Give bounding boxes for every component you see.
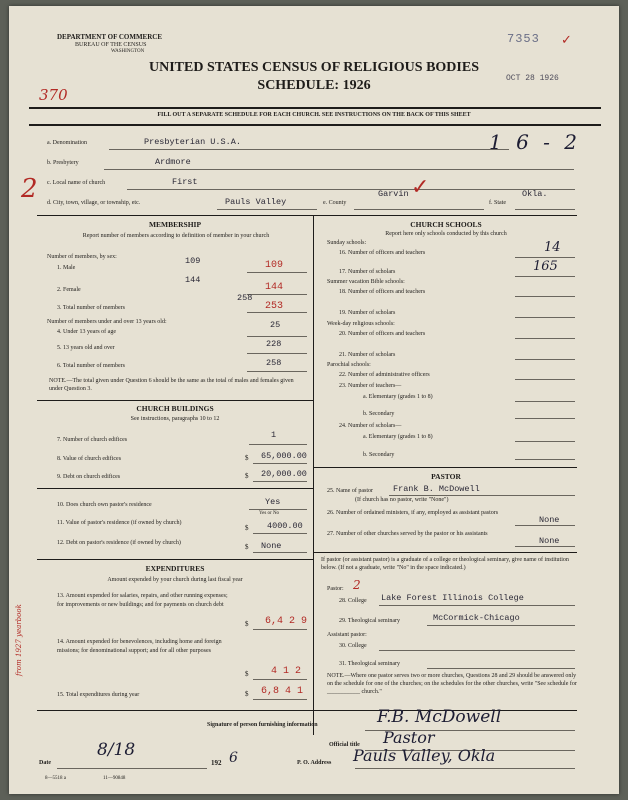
- q28-value: Lake Forest Illinois College: [381, 593, 524, 603]
- presbytery-label: b. Presbytery: [47, 160, 79, 166]
- total-6-label: 6. Total number of members: [57, 363, 125, 369]
- residence-debt-label: 12. Debt on pastor's residence (if owned by church): [57, 540, 181, 546]
- q23a-label: a. Elementary (grades 1 to 8): [363, 394, 433, 400]
- membership-intro: Report number of members according to definition of member in your church: [82, 233, 270, 239]
- pastor-title: PASTOR: [431, 472, 461, 481]
- form-title: UNITED STATES CENSUS OF RELIGIOUS BODIES: [148, 60, 479, 75]
- female-value: 144: [265, 282, 284, 293]
- dollar-sign: $: [245, 690, 249, 698]
- pastor-subheading: Pastor:: [327, 586, 344, 592]
- debt-edifices-value: 20,000.00: [261, 469, 307, 479]
- membership-title: MEMBERSHIP: [148, 220, 202, 229]
- members-by-sex-label: Number of members, by sex:: [47, 254, 117, 260]
- presbytery-value: Ardmore: [155, 157, 191, 167]
- check-mark-icon: ✓: [561, 32, 572, 47]
- q28-label: 28. College: [339, 598, 367, 604]
- q14-value: 4 1 2: [271, 666, 302, 677]
- pastor-note: NOTE.—Where one pastor serves two or more churches, Questions 28 and 29 should be answered only on the schedule for one of the churches; on the schedules for the other churches, write "See schedule for ___________ church.": [327, 673, 577, 695]
- q25-note: (If church has no pastor, write "None"): [355, 497, 449, 503]
- q30-label: 30. College: [339, 643, 367, 649]
- sunday-label: Sunday schools:: [327, 240, 367, 246]
- q26-label: 26. Number of ordained ministers, if any, employed as assistant pastors: [327, 510, 499, 516]
- stamp-number: 7353: [507, 32, 540, 46]
- denomination-code: 1 6 - 2: [489, 130, 582, 154]
- q24-label: 24. Number of scholars—: [339, 423, 402, 429]
- county-value: Garvin: [378, 189, 409, 199]
- signature-value: F.B. McDowell: [377, 707, 502, 727]
- residence-debt-value: None: [261, 541, 282, 551]
- over-13-value: 228: [266, 339, 282, 349]
- year-prefix: 192: [211, 759, 222, 767]
- q13-label: 13. Amount expended for salaries, repairs, and other running expenses; for improvements or new buildings; and for payments on church debt: [57, 593, 228, 608]
- q15-value: 6,8 4 1: [261, 686, 304, 697]
- parochial-label: Parochial schools:: [327, 362, 371, 368]
- q17-label: 17. Number of scholars: [339, 269, 396, 275]
- q24b-label: b. Secondary: [363, 452, 395, 458]
- over-13-label: 5. 13 years old and over: [57, 345, 115, 351]
- graduate-note: If pastor (or assistant pastor) is a graduate of a college or theological seminary, give name of institution below. (If not a graduate, write "No" in the space indicated.): [321, 557, 569, 571]
- dollar-sign: $: [245, 543, 249, 551]
- summer-label: Summer vacation Bible schools:: [327, 279, 405, 285]
- male-typed-value: 109: [185, 256, 201, 266]
- q22-label: 22. Number of administrative officers: [339, 372, 430, 378]
- city-field-label: d. City, town, village, or township, etc.: [47, 200, 141, 206]
- female-typed-value: 144: [185, 275, 201, 285]
- state-label: f. State: [489, 200, 506, 206]
- bureau-label: BUREAU OF THE CENSUS: [75, 42, 147, 48]
- residence-value-label: 11. Value of pastor's residence (if owned by church): [57, 520, 182, 526]
- local-name-value: First: [172, 177, 198, 187]
- official-title-label: Official title: [329, 742, 360, 748]
- residence-value: Yes: [265, 497, 281, 507]
- q24a-label: a. Elementary (grades 1 to 8): [363, 434, 433, 440]
- schools-sub: Report here only schools conducted by this church: [385, 231, 507, 237]
- expenditures-title: EXPENDITURES: [145, 564, 205, 573]
- schools-title: CHURCH SCHOOLS: [410, 220, 482, 229]
- q19-label: 19. Number of scholars: [339, 310, 396, 316]
- county-label: e. County: [323, 200, 347, 206]
- schedule-year: SCHEDULE: 1926: [257, 78, 371, 93]
- margin-note: from 1927 yearbook: [15, 604, 23, 676]
- under-over-label: Number of members under and over 13 years old:: [47, 319, 167, 325]
- female-label: 2. Female: [57, 287, 81, 293]
- red-handwritten-number: 370: [39, 86, 68, 104]
- residence-label: 10. Does church own pastor's residence: [57, 502, 152, 508]
- q31-label: 31. Theological seminary: [339, 661, 401, 667]
- q23b-label: b. Secondary: [363, 411, 395, 417]
- q23-label: 23. Number of teachers—: [339, 383, 402, 389]
- assistant-subheading: Assistant pastor:: [327, 632, 367, 638]
- yes-no-hint: Yes or No: [259, 511, 280, 516]
- red-check-icon: ✓: [411, 174, 430, 199]
- under-13-value: 25: [270, 320, 281, 330]
- value-edifices-label: 8. Value of church edifices: [57, 456, 122, 462]
- official-title-value: Pastor: [383, 728, 435, 747]
- city-label: WASHINGTON: [111, 49, 145, 54]
- q27-label: 27. Number of other churches served by the pastor or his assistants: [327, 531, 488, 537]
- q17-value: 165: [533, 259, 558, 274]
- q16-label: 16. Number of officers and teachers: [339, 250, 426, 256]
- form-number: 8—5518 a: [45, 776, 66, 781]
- city-field-value: Pauls Valley: [225, 197, 287, 207]
- edifices-label: 7. Number of church edifices: [57, 437, 128, 443]
- q29-label: 29. Theological seminary: [339, 618, 401, 624]
- expenditures-sub: Amount expended by your church during last fiscal year: [107, 577, 243, 583]
- buildings-title: CHURCH BUILDINGS: [136, 404, 214, 413]
- denomination-label: a. Denomination: [47, 140, 87, 146]
- q29-value: McCormick-Chicago: [433, 613, 520, 623]
- department-label: DEPARTMENT OF COMMERCE: [57, 33, 163, 41]
- census-schedule-sheet: [9, 6, 619, 794]
- received-date-stamp: OCT 28 1926: [506, 74, 559, 83]
- male-label: 1. Male: [57, 265, 76, 271]
- dollar-sign: $: [245, 620, 249, 628]
- value-edifices-value: 65,000.00: [261, 451, 307, 461]
- q15-label: 15. Total expenditures during year: [57, 692, 140, 698]
- total-members-value: 253: [265, 301, 284, 312]
- dollar-sign: $: [245, 472, 249, 480]
- po-address-label: P. O. Address: [297, 760, 332, 766]
- q27-value: None: [539, 536, 560, 546]
- instruction-line: FILL OUT A SEPARATE SCHEDULE FOR EACH CHURCH. SEE INSTRUCTIONS ON THE BACK OF THIS SHEET: [157, 112, 471, 118]
- male-value: 109: [265, 260, 284, 271]
- debt-edifices-label: 9. Debt on church edifices: [57, 474, 121, 480]
- dollar-sign: $: [245, 454, 249, 462]
- local-name-label: c. Local name of church: [47, 180, 106, 186]
- total-typed-value: 258: [237, 293, 253, 303]
- total-members-label: 3. Total number of members: [57, 305, 125, 311]
- under-13-label: 4. Under 13 years of age: [57, 329, 116, 335]
- residence-value-value: 4000.00: [267, 521, 303, 531]
- buildings-sub: See instructions, paragraphs 10 to 12: [130, 416, 220, 422]
- q21-label: 21. Number of scholars: [339, 352, 396, 358]
- q26-value: None: [539, 515, 560, 525]
- q16-value: 14: [544, 240, 561, 255]
- q25-value: Frank B. McDowell: [393, 484, 480, 494]
- date-value: 8/18: [97, 740, 136, 760]
- q18-label: 18. Number of officers and teachers: [339, 289, 426, 295]
- q14-label: 14. Amount expended for benevolences, including home and foreign missions; for denominational support; and for all other purposes: [57, 639, 222, 654]
- edifices-value: 1: [271, 430, 277, 440]
- q13-value: 6,4 2 9: [265, 616, 308, 627]
- weekday-label: Week-day religious schools:: [327, 321, 395, 327]
- po-address-value: Pauls Valley, Okla: [353, 746, 496, 765]
- signature-label: Signature of person furnishing information: [207, 722, 318, 728]
- date-label: Date: [39, 760, 51, 766]
- state-value: Okla.: [522, 189, 548, 199]
- red-margin-mark: 2: [21, 174, 38, 204]
- dollar-sign: $: [245, 670, 249, 678]
- denomination-value: Presbyterian U.S.A.: [144, 137, 241, 147]
- total-6-value: 258: [266, 358, 282, 368]
- form-print-number: 11—90848: [103, 776, 126, 781]
- year-digit: 6: [229, 750, 238, 766]
- q20-label: 20. Number of officers and teachers: [339, 331, 426, 337]
- red-pastor-mark: 2: [353, 578, 361, 592]
- dollar-sign: $: [245, 524, 249, 532]
- q25-label: 25. Name of pastor: [327, 488, 373, 494]
- membership-note: NOTE.—The total given under Question 6 should be the same as the total of males and females given under Question 3.: [49, 378, 294, 392]
